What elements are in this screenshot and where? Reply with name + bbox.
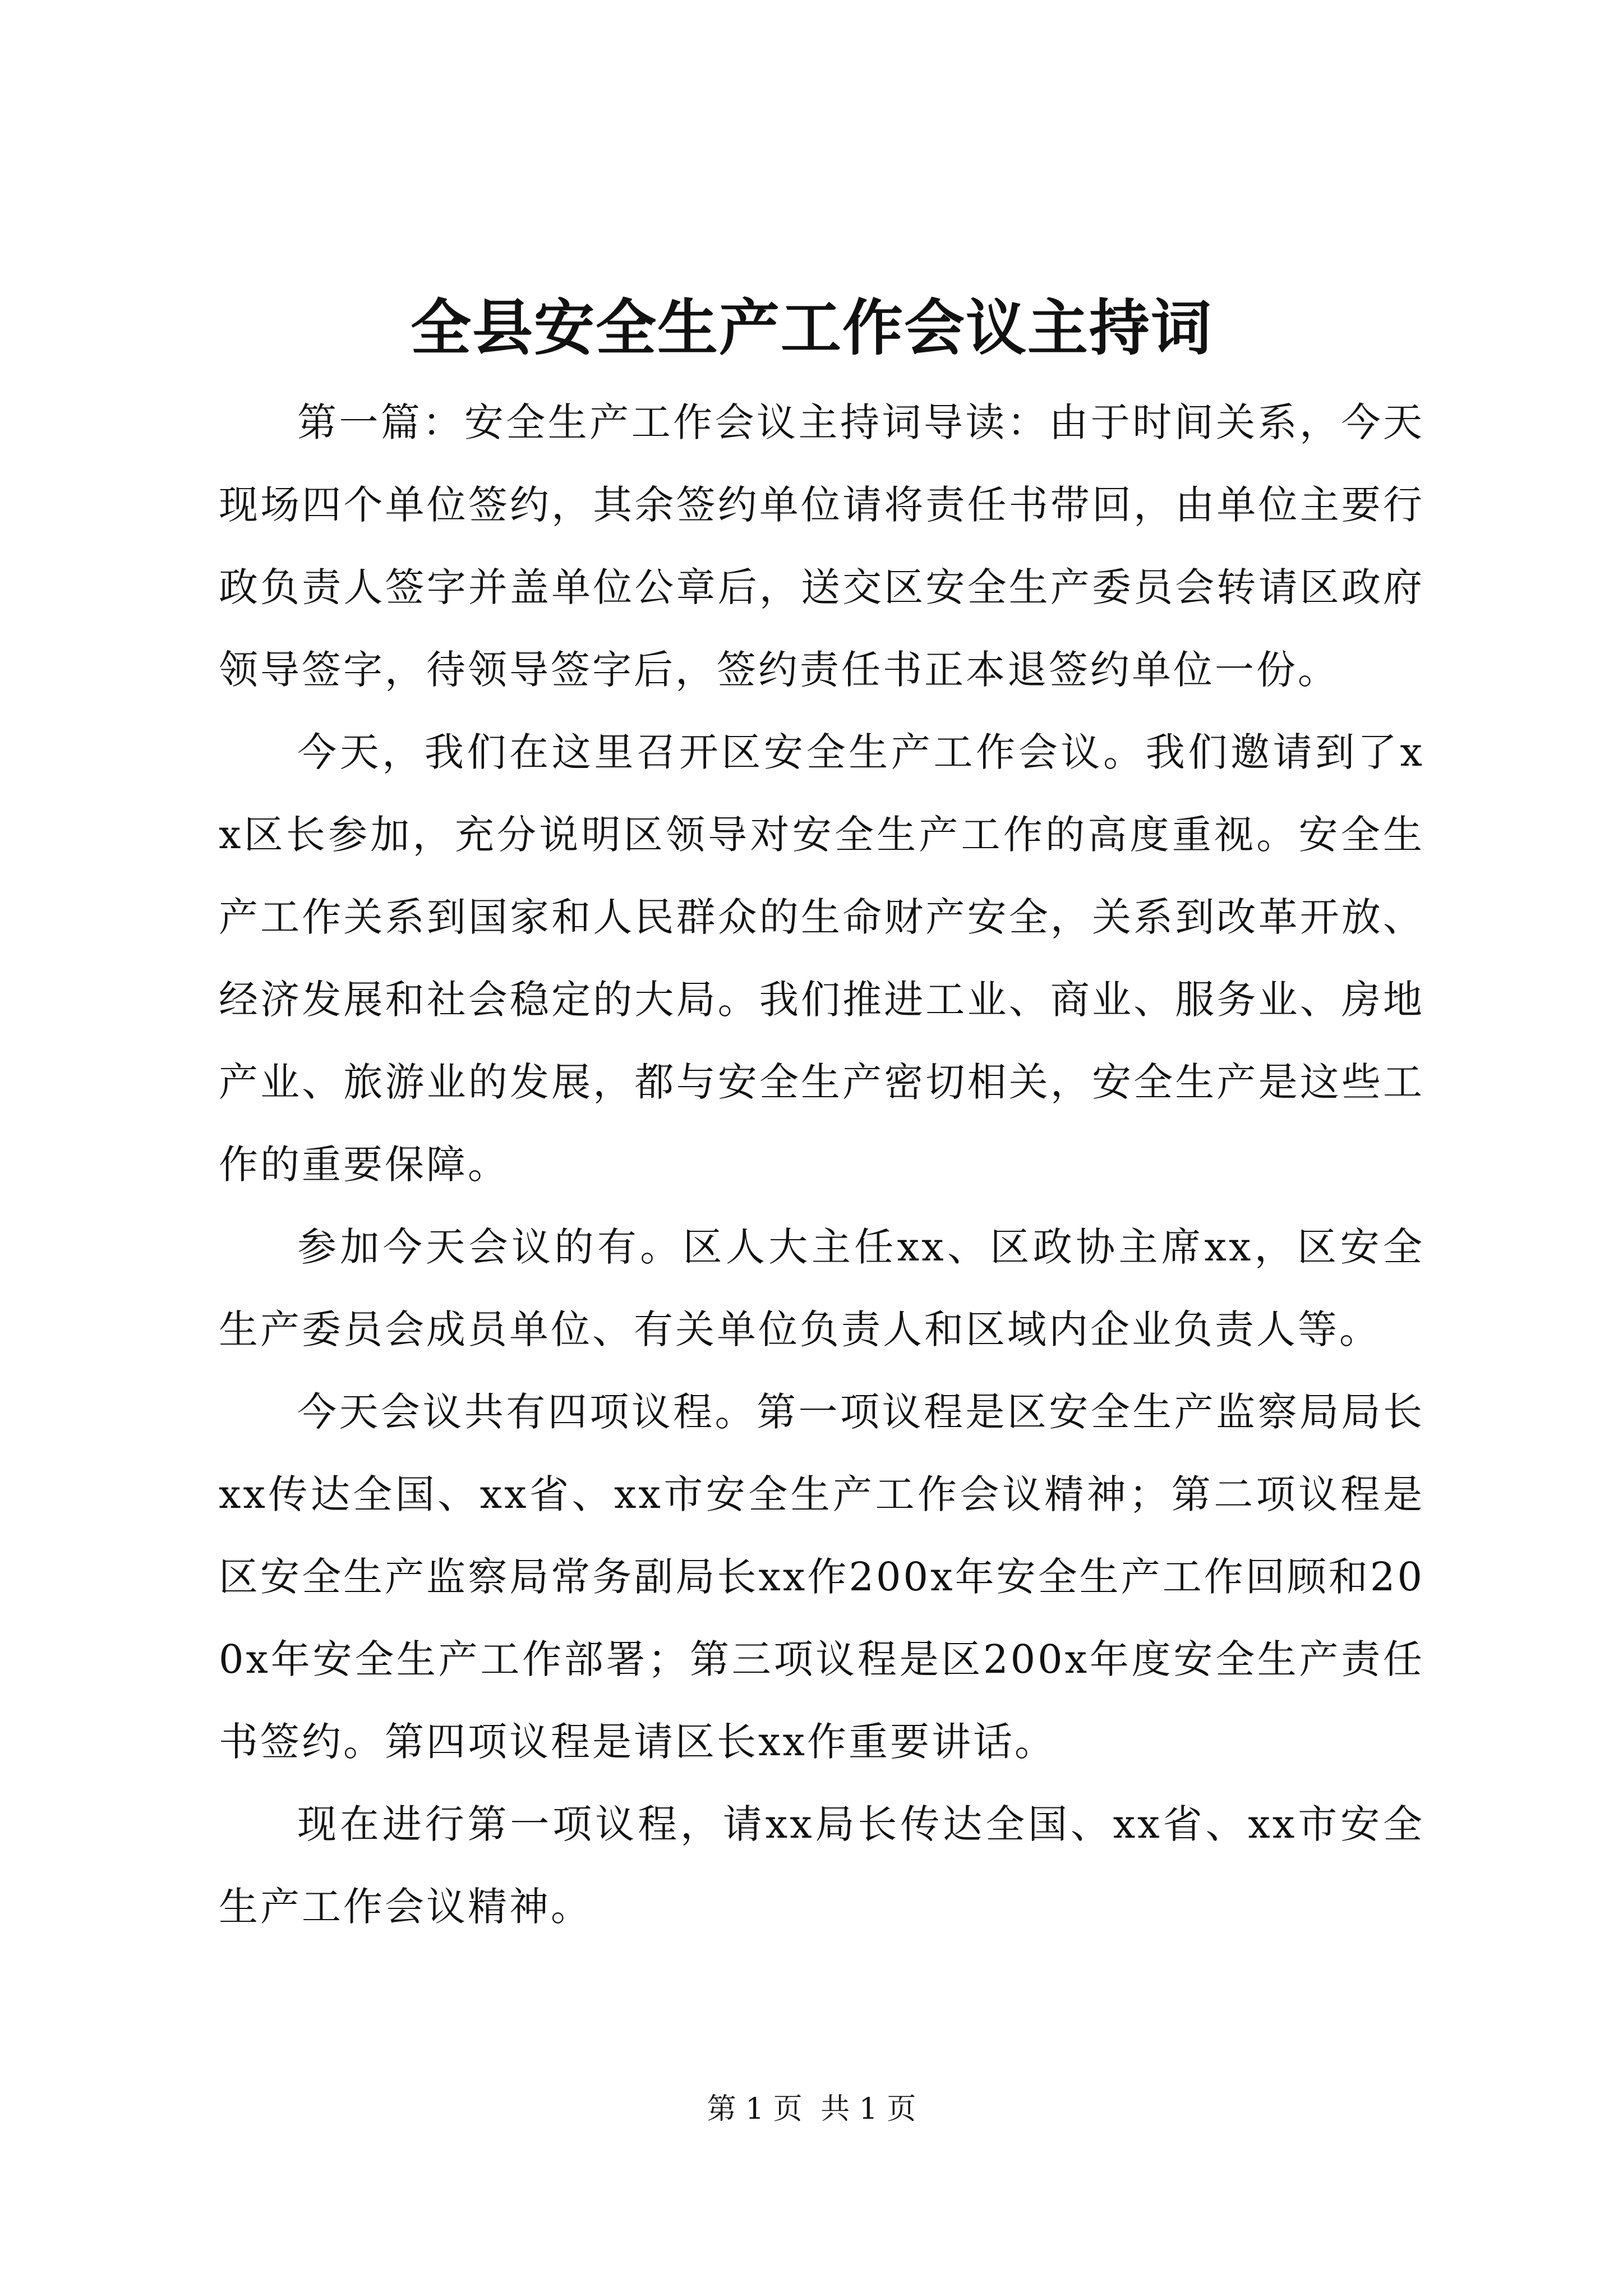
paragraph-5: 现在进行第一项议程，请xx局长传达全国、xx省、xx市安全生产工作会议精神。 <box>219 1801 1424 1930</box>
document-body <box>219 381 1424 1948</box>
page-number: 第 1 页 <box>707 2092 803 2126</box>
page-total: 共 1 页 <box>820 2092 916 2126</box>
paragraph-3: 参加今天会议的有。区人大主任xx、区政协主席xx，区安全生产委员会成员单位、有关单位负责人和区域内企业负责人等。 <box>219 1224 1424 1352</box>
paragraph-4: 今天会议共有四项议程。第一项议程是区安全生产监察局局长xx传达全国、xx省、xx市安全生产工作会议精神；第二项议程是区安全生产监察局常务副局长xx作200x年安全生产工作回顾和200x年安全生产工作部署；第三项议程是区200x年度安全生产责任书签约。第四项议程是请区长xx作重要讲话。 <box>219 1389 1424 1765</box>
document-title: 全县安全生产工作会议主持词 <box>410 293 1212 364</box>
paragraph-1: 第一篇：安全生产工作会议主持词导读：由于时间关系，今天现场四个单位签约，其余签约单位请将责任书带回，由单位主要行政负责人签字并盖单位公章后，送交区安全生产委员会转请区政府领导签字，待领导签字后，签约责任书正本退签约单位一份。 <box>219 399 1424 693</box>
paragraph-2: 今天，我们在这里召开区安全生产工作会议。我们邀请到了xx区长参加，充分说明区领导对安全生产工作的高度重视。安全生产工作关系到国家和人民群众的生命财产安全，关系到改革开放、经济发展和社会稳定的大局。我们推进工业、商业、服务业、房地产业、旅游业的发展，都与安全生产密切相关，安全生产是这些工作的重要保障。 <box>219 729 1424 1188</box>
page-footer <box>0 2090 1623 2129</box>
